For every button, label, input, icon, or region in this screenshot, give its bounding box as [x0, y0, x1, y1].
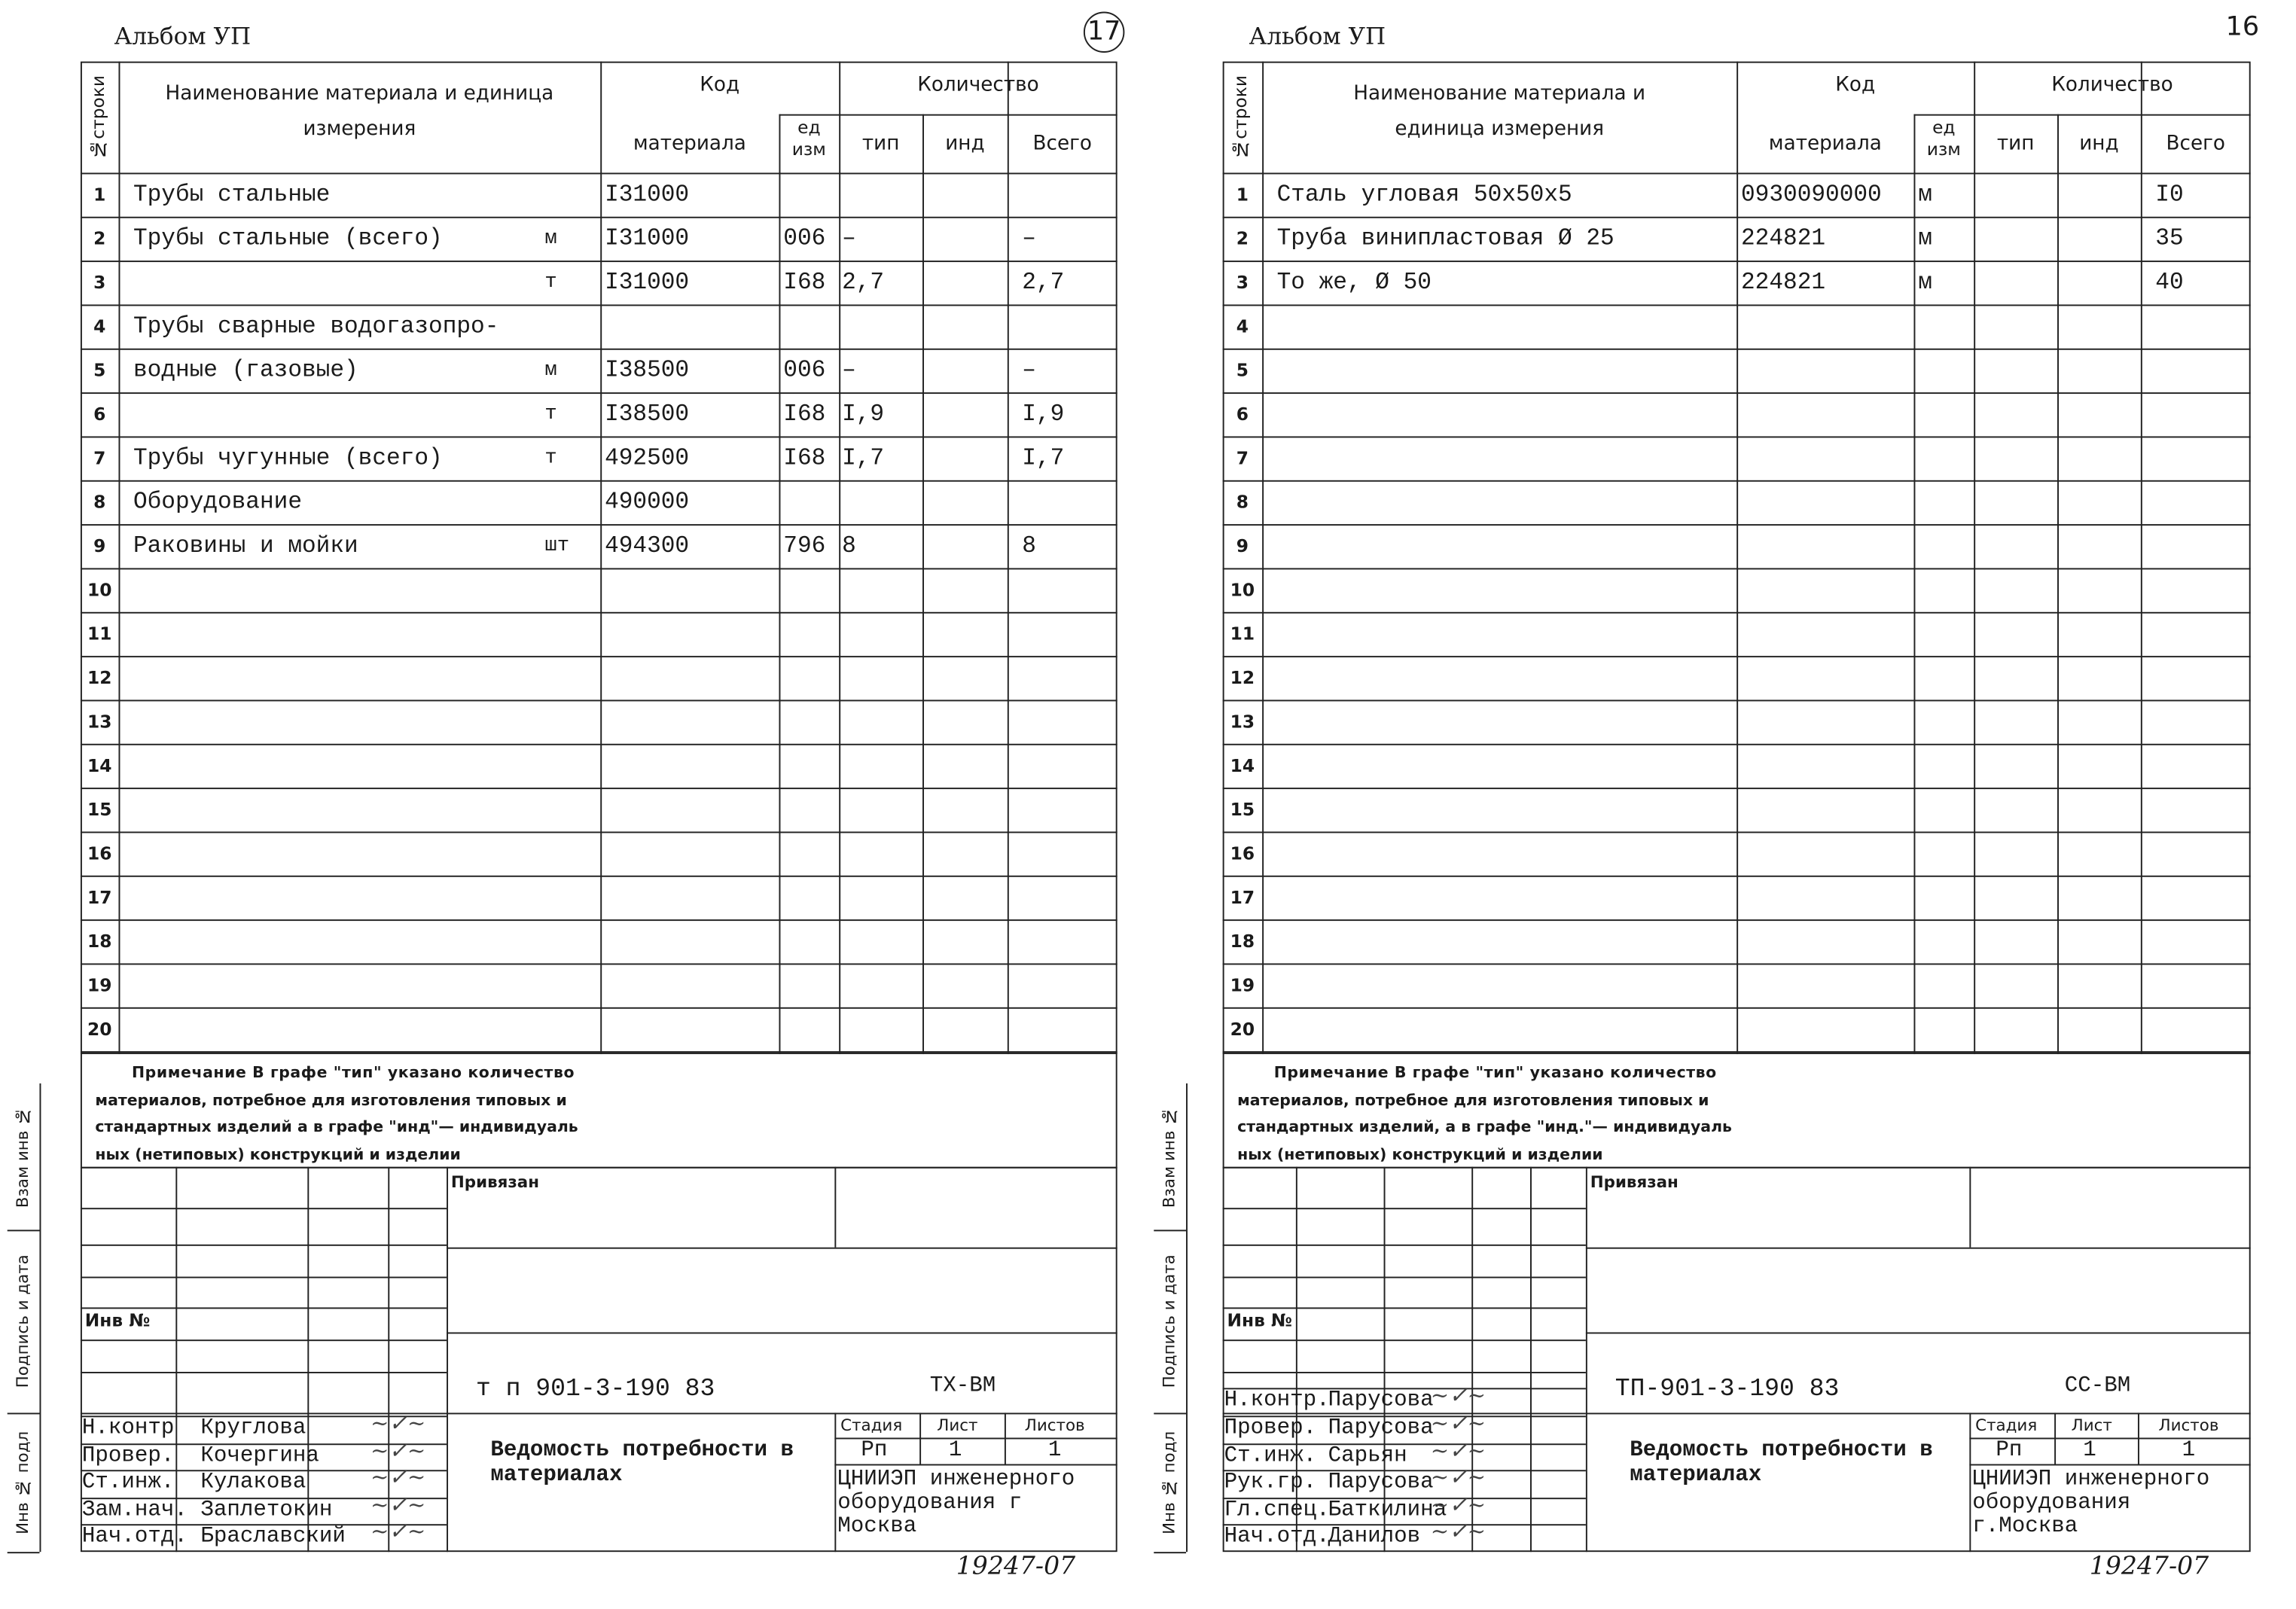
signer-role: Зам.нач. [81, 1497, 188, 1522]
side-label: Подпись и дата [1160, 1254, 1179, 1388]
sheets-label: Листов [2158, 1415, 2219, 1435]
material-code: 492500 [605, 445, 690, 472]
unit-code: 796 [783, 532, 826, 559]
material-unit: т [544, 270, 557, 294]
qty-total: 35 [2155, 225, 2184, 252]
bound-label: Привязан [1590, 1172, 1679, 1192]
sheet-label: Лист [2071, 1415, 2112, 1435]
row-number: 7 [1236, 448, 1249, 469]
signer-name: Круглова [200, 1415, 306, 1441]
signer-name: Баткилина [1328, 1497, 1447, 1522]
row-number: 1 [1236, 184, 1249, 206]
line [1223, 919, 2251, 921]
header-row-number: №строки [87, 75, 108, 160]
signature-icon: ~✓~ [1430, 1382, 1486, 1409]
row-number: 10 [1230, 580, 1255, 601]
signer-name: Заплетокин [200, 1497, 333, 1522]
line [2054, 1412, 2055, 1464]
page-number: 16 [2225, 11, 2260, 43]
qty-tip: 2,7 [842, 269, 885, 296]
signer-name: Сарьян [1328, 1443, 1407, 1468]
unit-code: I68 [783, 445, 826, 472]
material-name: Трубы сварные водогазопро- [133, 313, 499, 340]
row-number: 11 [87, 623, 112, 645]
row-number: 17 [87, 887, 112, 908]
row-number: 12 [87, 667, 112, 688]
stage-label: Стадия [840, 1415, 903, 1435]
signature-icon: ~✓~ [370, 1464, 426, 1491]
qty-tip: I,9 [842, 401, 885, 428]
row-number: 12 [1230, 667, 1255, 688]
header-name: Наименование материала и единица измерения [1353, 81, 1646, 141]
line [1223, 568, 2251, 569]
note-line: ных (нетиповых) конструкций и изделии [1237, 1145, 1603, 1163]
table-row [1223, 831, 2251, 875]
line [1586, 1332, 2251, 1333]
signer-role: Гл.спец. [1224, 1497, 1330, 1522]
signer-name: Кочергина [200, 1443, 319, 1468]
row-number: 19 [1230, 975, 1255, 996]
line [1223, 699, 2251, 701]
row-number: 8 [1236, 492, 1249, 513]
table-row [1223, 656, 2251, 699]
row-number: 20 [1230, 1019, 1255, 1040]
table-row [1223, 436, 2251, 480]
note-line: материалов, потребное для изготовления типовых и [95, 1091, 567, 1109]
archive-number: 19247-07 [2089, 1552, 2209, 1582]
row-number: 3 [93, 272, 106, 293]
signer-role: Провер. [1224, 1415, 1317, 1441]
header-name: Наименование материала и единица измерения [165, 81, 554, 141]
row-number: 9 [1236, 535, 1249, 556]
row-number: 15 [87, 799, 112, 820]
header-unit: ед изм [791, 117, 826, 160]
unit-code: м [1918, 225, 1932, 252]
signature-icon: ~✓~ [370, 1519, 426, 1546]
line [1223, 1007, 2251, 1009]
row-number: 5 [1236, 360, 1249, 381]
side-label: Взам инв № [1160, 1105, 1179, 1208]
unit-code: 006 [783, 357, 826, 384]
stage-value: Рп [861, 1437, 888, 1463]
line [1223, 788, 2251, 789]
material-name: Труба винипластовая Ø 25 [1276, 225, 1615, 252]
note-line: стандартных изделий а в графе "инд"— индивидуаль [95, 1118, 578, 1136]
side-label: Инв № подл [13, 1431, 32, 1534]
note-line: стандартных изделий, а в графе "инд."— индивидуаль [1237, 1118, 1732, 1136]
signature-icon: ~✓~ [370, 1492, 426, 1519]
line [1223, 1208, 1586, 1209]
line [1223, 304, 2251, 306]
table-row [1223, 699, 2251, 743]
header-row-number: №строки [1230, 75, 1251, 160]
table-row [1223, 1007, 2251, 1051]
row-number: 2 [93, 228, 106, 249]
material-name: То же, Ø 50 [1276, 269, 1432, 296]
row-number: 17 [1230, 887, 1255, 908]
material-name: Трубы чугунные (всего) [133, 445, 443, 472]
qty-total: 8 [1022, 532, 1036, 559]
table-row [1223, 524, 2251, 568]
signer-name: Браславский [200, 1524, 346, 1550]
row-number: 4 [1236, 316, 1249, 337]
material-code: I31000 [605, 269, 690, 296]
inventory-label: Инв № [1227, 1310, 1293, 1331]
header-ind: инд [945, 132, 985, 156]
material-unit: м [544, 227, 557, 251]
signature-icon: ~✓~ [370, 1409, 426, 1437]
line [1969, 1464, 2250, 1466]
line [1223, 1307, 1586, 1309]
line [1223, 612, 2251, 614]
material-code: I31000 [605, 225, 690, 252]
qty-tip: – [842, 357, 856, 384]
row-number: 16 [1230, 843, 1255, 864]
sheets-total-value: 1 [2182, 1437, 2196, 1463]
line [1223, 1245, 1586, 1246]
header-tip: тип [1996, 132, 2035, 156]
qty-total: – [1022, 357, 1036, 384]
line [1223, 349, 2251, 350]
header-unit: ед изм [1926, 117, 1961, 160]
table-row [1223, 788, 2251, 831]
row-number: 18 [1230, 931, 1255, 952]
line [1913, 114, 2250, 116]
line [1586, 1248, 2251, 1249]
table-row [1223, 919, 2251, 963]
row-number: 6 [1236, 404, 1249, 425]
material-code: 494300 [605, 532, 690, 559]
document-code: т п 901-3-190 83 [475, 1376, 715, 1404]
signer-role: Н.контр [81, 1415, 175, 1441]
line [1223, 963, 2251, 964]
stage-value: Рп [1996, 1437, 2023, 1463]
document-title: Ведомость потребности в материалах [1630, 1437, 1933, 1488]
material-unit: м [544, 358, 557, 382]
stage-label: Стадия [1975, 1415, 2038, 1435]
note-line: Примечание В графе "тип" указано количество [132, 1064, 575, 1082]
side-label: Инв № подл [1160, 1431, 1179, 1534]
line [1223, 656, 2251, 657]
signer-role: Нач.отд. [81, 1524, 188, 1550]
line [1154, 1552, 1186, 1553]
row-number: 4 [93, 316, 106, 337]
row-number: 16 [87, 843, 112, 864]
header-code: Код [700, 73, 740, 97]
row-number: 13 [87, 712, 112, 733]
signer-name: Кулакова [200, 1470, 306, 1495]
line [1223, 524, 2251, 526]
bound-label: Привязан [450, 1172, 540, 1192]
signer-role: Н.контр. [1224, 1388, 1330, 1414]
document-mark: СС-ВМ [2064, 1373, 2131, 1398]
line [1223, 1277, 1586, 1278]
qty-total: I,9 [1022, 401, 1065, 428]
row-number: 7 [93, 448, 106, 469]
table-row [1223, 480, 2251, 524]
table-row [1223, 612, 2251, 656]
line [1223, 436, 2251, 437]
signature-icon: ~✓~ [1430, 1437, 1486, 1464]
header-code-material: материала [633, 132, 746, 156]
signer-name: Парусова [1328, 1415, 1434, 1441]
line [1223, 392, 2251, 394]
inventory-label: Инв № [84, 1310, 151, 1331]
unit-code: I68 [783, 269, 826, 296]
signer-role: Рук.гр. [1224, 1470, 1317, 1495]
signer-role: Нач.отд. [1224, 1524, 1330, 1550]
material-unit: т [544, 402, 557, 426]
row-number: 6 [93, 404, 106, 425]
row-number: 3 [1236, 272, 1249, 293]
signer-role: Ст.инж. [81, 1470, 175, 1495]
signer-role: Провер. [81, 1443, 175, 1468]
sheet-value: 1 [948, 1437, 962, 1463]
material-unit: шт [544, 534, 570, 558]
line [2138, 1412, 2139, 1464]
qty-tip: I,7 [842, 445, 885, 472]
line [1223, 1339, 1586, 1341]
qty-total: 2,7 [1022, 269, 1065, 296]
row-number: 1 [93, 184, 106, 206]
document-code: ТП-901-3-190 83 [1615, 1376, 1840, 1404]
material-code: I38500 [605, 357, 690, 384]
qty-total: – [1022, 225, 1036, 252]
header-code-material: материала [1768, 132, 1882, 156]
header-ind: инд [2079, 132, 2119, 156]
row-number: 10 [87, 580, 112, 601]
qty-total: 40 [2155, 269, 2184, 296]
line [1223, 480, 2251, 482]
unit-code: м [1918, 269, 1932, 296]
qty-tip: 8 [842, 532, 856, 559]
row-number: 8 [93, 492, 106, 513]
material-name: Раковины и мойки [133, 532, 358, 559]
side-label: Подпись и дата [13, 1254, 32, 1388]
table-row [1223, 304, 2251, 348]
organization: ЦНИИЭП инженерного оборудования г Москва [837, 1467, 1075, 1539]
line [1223, 1372, 1586, 1373]
signer-role: Ст.инж. [1224, 1443, 1317, 1468]
signer-name: Данилов [1328, 1524, 1421, 1550]
signer-name: Парусова [1328, 1388, 1434, 1414]
material-code: 224821 [1741, 269, 1826, 296]
line [1223, 876, 2251, 877]
header-total: Всего [1032, 132, 1092, 156]
table-row [1223, 392, 2251, 436]
qty-total: I,7 [1022, 445, 1065, 472]
line [1530, 1167, 1532, 1552]
material-code: 0930090000 [1741, 181, 1882, 209]
sheets-total-value: 1 [1047, 1437, 1062, 1463]
table-row [1223, 744, 2251, 788]
header-quantity: Количество [2051, 73, 2173, 97]
document-title: Ведомость потребности в материалах [490, 1437, 794, 1488]
signature-icon: ~✓~ [1430, 1492, 1486, 1519]
row-number: 2 [1236, 228, 1249, 249]
row-number: 9 [93, 535, 106, 556]
material-code: I38500 [605, 401, 690, 428]
header-quantity: Количество [917, 73, 1039, 97]
table-row [1223, 963, 2251, 1007]
material-code: 490000 [605, 489, 690, 516]
line [1223, 831, 2251, 833]
header-total: Всего [2166, 132, 2226, 156]
line [1223, 744, 2251, 745]
material-name: Трубы стальные (всего) [133, 225, 443, 252]
album-title: Альбом УП [1249, 22, 1386, 50]
unit-code: 006 [783, 225, 826, 252]
sheet-value: 1 [2083, 1437, 2096, 1463]
material-unit: т [544, 446, 557, 471]
signature-icon: ~✓~ [1430, 1409, 1486, 1437]
table-row [1223, 568, 2251, 611]
line [1969, 1167, 1971, 1248]
note-line: Примечание В графе "тип" указано количество [1273, 1064, 1717, 1082]
unit-code: м [1918, 181, 1932, 209]
organization: ЦНИИЭП инженерного оборудования г.Москва [1972, 1467, 2210, 1539]
material-name: Сталь угловая 50x50x5 [1276, 181, 1572, 209]
material-code: I31000 [605, 181, 690, 209]
row-number: 11 [1230, 623, 1255, 645]
row-number: 13 [1230, 712, 1255, 733]
signer-name: Парусова [1328, 1470, 1434, 1495]
material-name: Оборудование [133, 489, 302, 516]
archive-number: 19247-07 [956, 1552, 1076, 1582]
signature-icon: ~✓~ [1430, 1464, 1486, 1491]
table-row [1223, 349, 2251, 392]
header-code: Код [1835, 73, 1876, 97]
row-number: 20 [87, 1019, 112, 1040]
note-line: ных (нетиповых) конструкций и изделии [95, 1145, 461, 1163]
row-number: 5 [93, 360, 106, 381]
row-number: 14 [1230, 755, 1255, 776]
signature-icon: ~✓~ [370, 1437, 426, 1464]
line [1586, 1412, 2251, 1414]
side-label: Взам инв № [13, 1105, 32, 1208]
row-number: 18 [87, 931, 112, 952]
material-code: 224821 [1741, 225, 1826, 252]
document-mark: ТХ-ВМ [929, 1373, 996, 1398]
row-number: 19 [87, 975, 112, 996]
page-number: 17 [1084, 12, 1124, 53]
material-name: водные (газовые) [133, 357, 358, 384]
qty-tip: – [842, 225, 856, 252]
sheets-label: Листов [1024, 1415, 1085, 1435]
table-row [1223, 876, 2251, 919]
note-line: материалов, потребное для изготовления типовых и [1237, 1091, 1709, 1109]
header-tip: тип [861, 132, 900, 156]
qty-total: I0 [2155, 181, 2184, 209]
row-number: 14 [87, 755, 112, 776]
line [1969, 1412, 1971, 1552]
album-title: Альбом УП [114, 22, 252, 50]
signature-icon: ~✓~ [1430, 1519, 1486, 1546]
sheet-label: Лист [937, 1415, 978, 1435]
unit-code: I68 [783, 401, 826, 428]
row-number: 15 [1230, 799, 1255, 820]
line [1586, 1167, 1587, 1552]
material-name: Трубы стальные [133, 181, 331, 209]
